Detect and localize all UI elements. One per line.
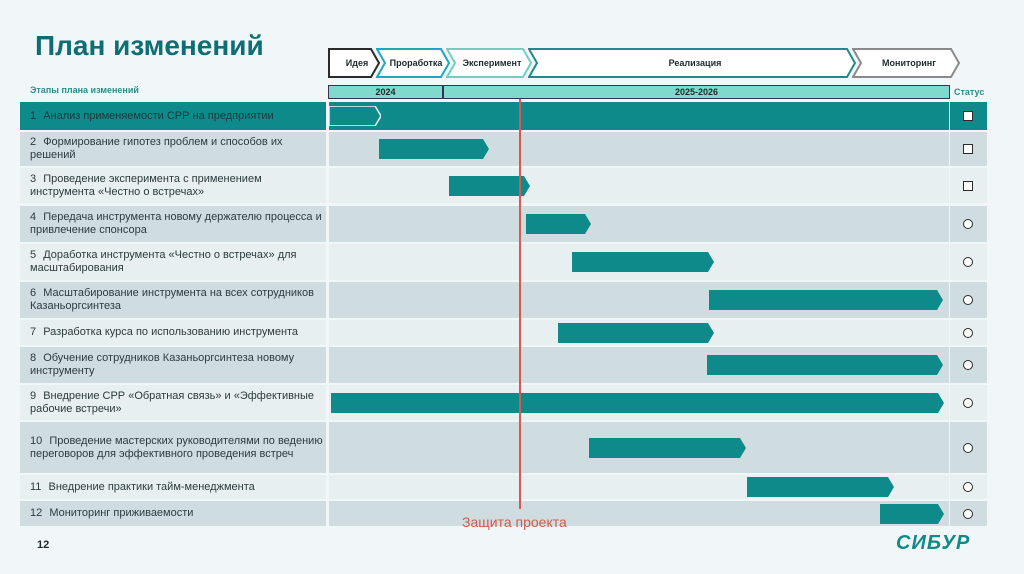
row-label [20,102,326,130]
phase-idea [328,48,380,78]
row-status-cell [950,132,987,166]
row-text: Анализ применяемости СРР на предприятии [43,109,274,122]
row-number: 2 [30,136,37,148]
row-text: Формирование гипотез проблем и способов их решений [30,136,283,161]
phase-monitoring [852,48,960,78]
row-status-cell [950,385,987,420]
row-number: 5 [30,249,37,261]
page-title: План изменений [35,30,264,61]
gantt-bar [707,355,943,375]
gantt-bar [572,252,714,272]
row-label [20,168,326,203]
row-timeline [329,501,949,526]
row-number: 9 [30,389,37,402]
year-2025-2026: 2025-2026 [443,85,950,99]
row-status-cell [950,501,987,526]
gantt-bar [709,290,943,310]
table-row [20,475,987,499]
milestone-caption: Защита проекта [462,514,567,530]
row-text: Разработка курса по использованию инструмента [43,326,299,338]
status-checkbox-icon [963,111,973,121]
phase-idea-label: Идея [345,58,369,68]
row-text: Проведение мастерских руководителями по ведению переговоров для эффективного проведения встреч [30,434,323,460]
table-row [20,347,987,383]
row-number: 1 [30,109,37,122]
status-circle-icon [963,219,973,229]
phase-elaboration-label: Проработка [389,58,443,68]
status-checkbox-icon [963,144,973,154]
status-circle-icon [963,360,973,370]
row-label [20,422,326,473]
row-timeline [329,102,949,130]
row-label [20,244,326,280]
gantt-bar [558,323,714,343]
table-row [20,132,987,166]
row-status-cell [950,320,987,345]
row-label [20,320,326,345]
table-row [20,206,987,242]
row-number: 3 [30,172,37,185]
row-status-cell [950,168,987,203]
row-status-cell [950,282,987,318]
phase-experiment-label: Эксперимент [462,58,522,68]
gantt-bar [329,106,381,126]
table-row [20,102,987,130]
gantt-bar [449,176,530,196]
row-number: 6 [30,287,37,299]
row-status-cell [950,102,987,130]
row-status-cell [950,244,987,280]
table-row [20,282,987,318]
row-text: Обучение сотрудников Казаньоргсинтеза новому инструменту [30,352,295,377]
row-number: 10 [30,434,43,447]
status-circle-icon [963,295,973,305]
row-text: Масштабирование инструмента на всех сотрудников Казаньоргсинтеза [30,287,314,312]
row-label [20,385,326,420]
row-text: Проведение эксперимента с применением инструмента «Честно о встречах» [30,172,262,198]
status-circle-icon [963,482,973,492]
row-text: Доработка инструмента «Честно о встречах» для масштабирования [30,249,297,274]
stages-label: Этапы плана изменений [30,85,139,95]
row-status-cell [950,206,987,242]
phase-realization-label: Реализация [668,58,722,68]
row-label [20,132,326,166]
row-text: Внедрение практики тайм-менеджмента [48,480,255,493]
phase-elaboration [376,48,450,78]
row-number: 7 [30,326,37,338]
row-label [20,206,326,242]
row-label [20,347,326,383]
gantt-bar [331,393,944,413]
status-checkbox-icon [963,181,973,191]
row-number: 12 [30,507,43,519]
row-number: 4 [30,211,37,223]
table-row [20,320,987,345]
phase-monitoring-label: Мониторинг [882,58,936,68]
row-text: Передача инструмента новому держателю процесса и привлечение спонсора [30,211,322,236]
row-text: Мониторинг приживаемости [49,507,194,519]
status-circle-icon [963,257,973,267]
table-row [20,385,987,420]
row-timeline [329,168,949,203]
row-text: Внедрение СРР «Обратная связь» и «Эффективные рабочие встречи» [30,389,315,415]
row-status-cell [950,347,987,383]
gantt-bar [526,214,591,234]
row-timeline [329,206,949,242]
row-number: 8 [30,352,37,364]
phase-experiment [446,48,532,78]
table-row [20,168,987,203]
gantt-bar [747,477,894,497]
phase-realization [528,48,856,78]
status-column-label: Статус [954,87,985,97]
table-row [20,244,987,280]
milestone-line [519,99,521,509]
status-circle-icon [963,398,973,408]
row-label [20,475,326,499]
row-status-cell [950,475,987,499]
sibur-logo: СИБУР [896,532,971,554]
row-label [20,282,326,318]
gantt-bar [589,438,746,458]
status-circle-icon [963,509,973,519]
table-row [20,422,987,473]
page-number: 12 [37,539,50,551]
row-status-cell [950,422,987,473]
gantt-bar [379,139,489,159]
status-circle-icon [963,328,973,338]
row-number: 11 [30,480,42,493]
year-2024: 2024 [328,85,443,99]
row-label [20,501,326,526]
gantt-bar [880,504,944,524]
status-circle-icon [963,443,973,453]
